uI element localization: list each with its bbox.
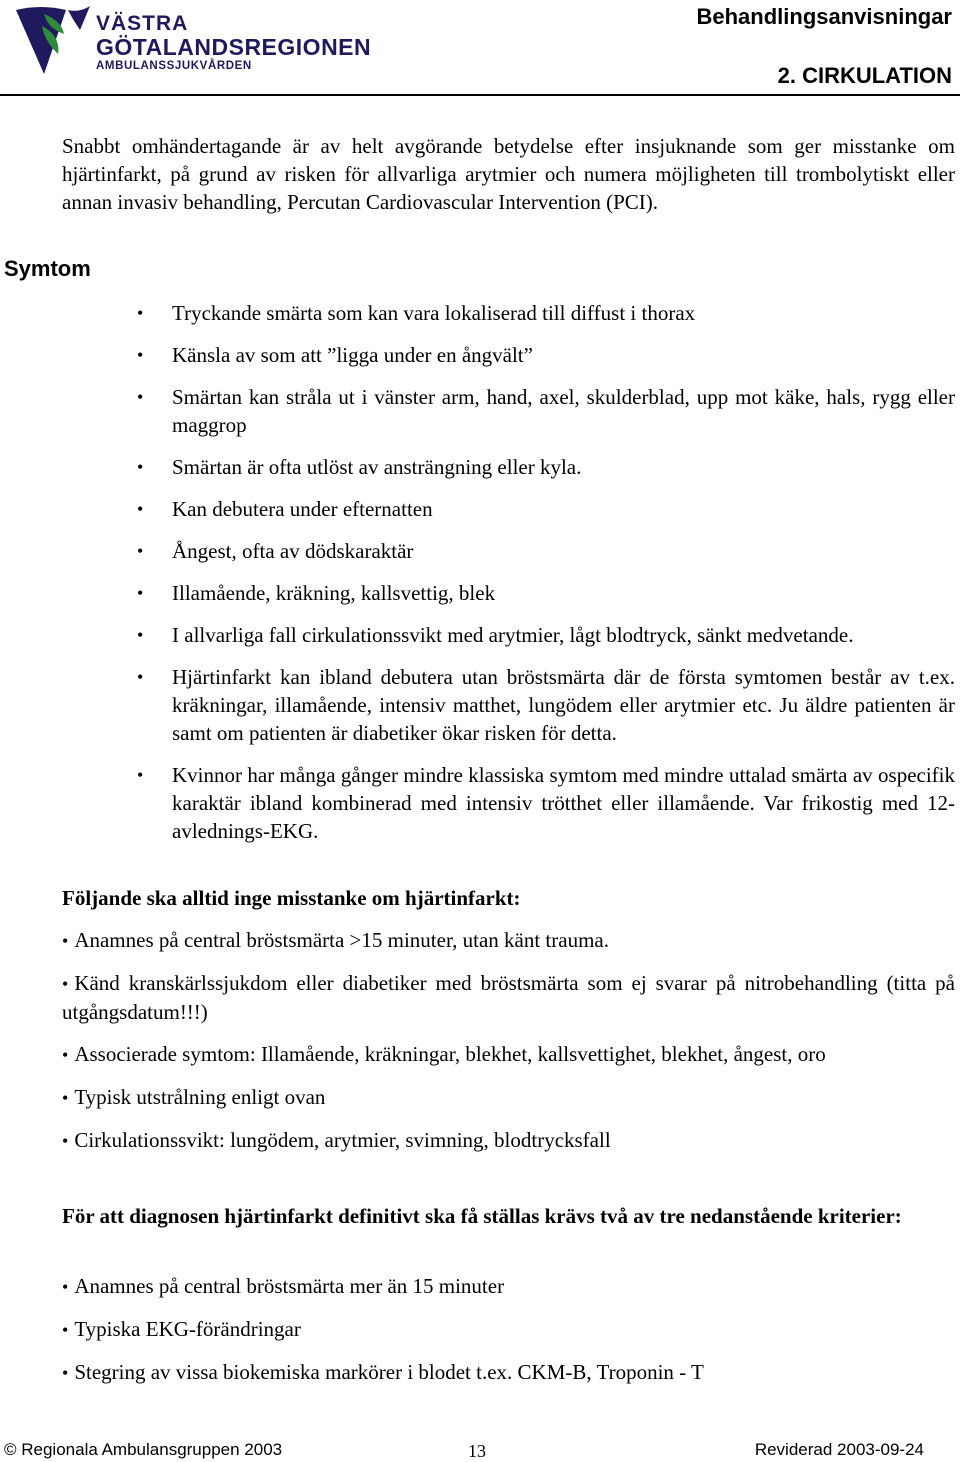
- document-title: Behandlingsanvisningar: [696, 4, 952, 29]
- list-item: [62, 1040, 955, 1069]
- bullet-icon: •: [62, 1363, 69, 1383]
- list-item-text: Stegring av vissa biokemiska markörer i blodet t.ex. CKM-B, Troponin - T: [74, 1360, 704, 1384]
- list-item: • Kan debutera under efternatten: [172, 495, 955, 523]
- list-item-text: Associerade symtom: Illamående, kräkningar, blekhet, kallsvettighet, blekhet, ångest, oro: [74, 1042, 826, 1066]
- list-item-text: Cirkulationssvikt: lungödem, arytmier, svimning, blodtrycksfall: [74, 1128, 611, 1152]
- list-item: • Smärtan är ofta utlöst av ansträngning eller kyla.: [172, 453, 955, 481]
- list-item-text: Känd kranskärlssjukdom eller diabetiker med bröstsmärta som ej svarar på nitrobehandling (titta på utgångsdatum!!!): [62, 971, 955, 1024]
- list-item: • Ångest, ofta av dödskaraktär: [172, 537, 955, 565]
- list-item: [62, 1358, 955, 1387]
- footer-revision-date: Reviderad 2003-09-24: [754, 1440, 924, 1459]
- diagnosis-heading: För att diagnosen hjärtinfarkt definitivt ska få ställas krävs två av tre nedanstående kriterier:: [62, 1204, 902, 1228]
- list-item: • Hjärtinfarkt kan ibland debutera utan bröstsmärta där de första symtomen består av t.ex. kräkningar, illamående, intensiv matthet, lungödem eller arytmier etc. Ju äldre patienten är samt om patienten är diabetiker ökar risken för detta.: [172, 663, 955, 747]
- bullet-icon: •: [62, 1088, 69, 1108]
- symptoms-heading: Symtom: [4, 256, 91, 281]
- list-item: • I allvarliga fall cirkulationssvikt med arytmier, lågt blodtryck, sänkt medvetande.: [172, 621, 955, 649]
- organization-logo: [14, 4, 372, 78]
- list-item: • Känsla av som att ”ligga under en ångvält”: [172, 341, 955, 369]
- list-item: • Tryckande smärta som kan vara lokaliserad till diffust i thorax: [172, 299, 955, 327]
- suspicion-heading: Följande ska alltid inge misstanke om hjärtinfarkt:: [62, 886, 521, 910]
- page-number: 13: [468, 1441, 486, 1461]
- list-item: [62, 1126, 955, 1155]
- bullet-icon: •: [62, 974, 69, 994]
- bullet-icon: •: [62, 931, 69, 951]
- logo-text-line1: VÄSTRA: [96, 12, 189, 35]
- list-item: [62, 1272, 955, 1301]
- list-item-text: Typiska EKG-förändringar: [74, 1317, 301, 1341]
- list-item-text: Typisk utstrålning enligt ovan: [74, 1085, 326, 1109]
- list-item: [62, 926, 955, 955]
- bullet-icon: •: [62, 1131, 69, 1151]
- diagnosis-criteria-list: [62, 1272, 955, 1401]
- bullet-icon: •: [62, 1045, 69, 1065]
- list-item: • Illamående, kräkning, kallsvettig, blek: [172, 579, 955, 607]
- list-item: [62, 1315, 955, 1344]
- section-title: 2. CIRKULATION: [777, 63, 952, 88]
- intro-paragraph: Snabbt omhändertagande är av helt avgörande betydelse efter insjuknande som ger misstanke om hjärtinfarkt, på grund av risken för allvarliga arytmier och numera möjligheten till trombolytiskt eller annan invasiv behandling, Percutan Cardiovascular Intervention (PCI).: [62, 134, 955, 214]
- footer-copyright: © Regionala Ambulansgruppen 2003: [4, 1440, 283, 1459]
- list-item: • Kvinnor har många gånger mindre klassiska symtom med mindre uttalad smärta av ospecifik karaktär ibland kombinerad med intensiv trötthet eller illamående. Var frikostig med 12-avlednings-EKG.: [172, 761, 955, 845]
- list-item-text: Anamnes på central bröstsmärta >15 minuter, utan känt trauma.: [74, 928, 609, 952]
- list-item: [62, 1083, 955, 1112]
- symptoms-list: [172, 299, 955, 859]
- logo-text-line2: GÖTALANDSREGIONEN: [96, 34, 372, 60]
- list-item-text: Anamnes på central bröstsmärta mer än 15 minuter: [74, 1274, 505, 1298]
- logo-emblem-icon: [14, 4, 94, 78]
- logo-text-line3: AMBULANSSJUKVÅRDEN: [96, 60, 252, 72]
- suspicion-list: [62, 926, 955, 1169]
- bullet-icon: •: [62, 1277, 69, 1297]
- bullet-icon: •: [62, 1320, 69, 1340]
- header-divider: [0, 94, 960, 96]
- list-item: • Smärtan kan stråla ut i vänster arm, hand, axel, skulderblad, upp mot käke, hals, rygg eller maggrop: [172, 383, 955, 439]
- list-item: [62, 969, 955, 1026]
